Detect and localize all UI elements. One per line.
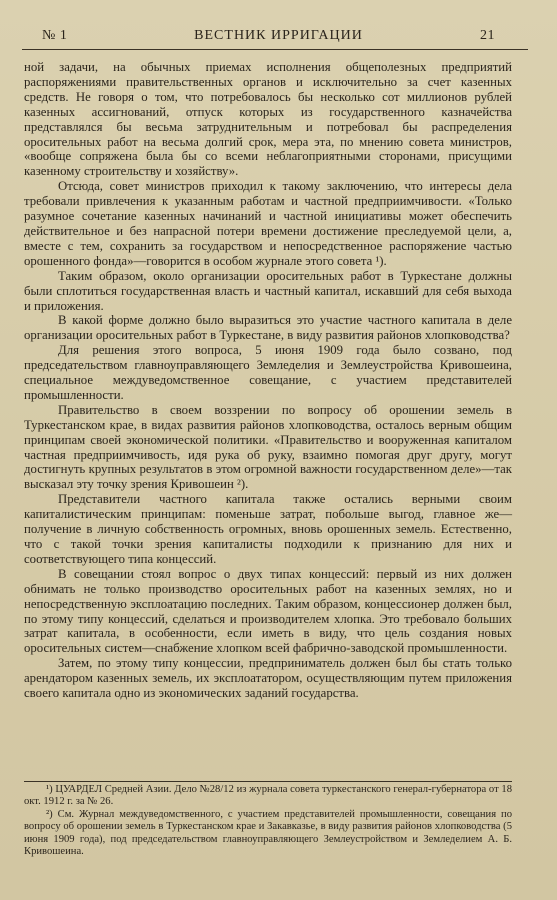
issue-number: № 1 (42, 28, 68, 43)
paragraph: Таким образом, около организации оросительных работ в Туркестане должны были сплотиться государственная власть и частный капитал, искавший для себя выхода и приложения. (24, 268, 512, 313)
paragraph: Для решения этого вопроса, 5 июня 1909 года было созвано, под председательством главноуправляющего Земледелия и Землеустройства Кривошеина, специальное междуведомственное совещание, с участием представителей промышленности. (24, 343, 512, 402)
page-number: 21 (480, 28, 495, 43)
journal-title: ВЕСТНИК ИРРИГАЦИИ (194, 28, 363, 43)
paragraph: Правительство в своем воззрении по вопросу об орошении земель в Туркестанском крае, в видах развития районов хлопководства, осталось верным общим принципам своей экономической политики. «Правительство и вооруженная капиталом частная предприимчивость, идя рука об руку, взаимно помогая друг другу, могут достигнуть крупных результатов в этом огромной важности государственном деле»—так высказал эту точку зрения Кривошеин ²). (24, 402, 512, 492)
paragraph: Представители частного капитала также остались верными своим капиталистическим принципам: поменьше затрат, побольше выгод, главное же—получение в личную собственность огромных, вновь орошенных земель. Естественно, что с такой точки зрения капиталисты подходили к признанию для них и соответствующего типа концессий. (24, 492, 512, 566)
footnote: ¹) ЦУАРДЕЛ Средней Азии. Дело №28/12 из журнала совета туркестанского генерал-губернатора от 18 окт. 1912 г. за № 26. (24, 784, 512, 808)
paragraph: В какой форме должно было выразиться это участие частного капитала в деле организации оросительных работ в Туркестане, в виду развития районов хлопководства? (24, 313, 512, 343)
footnotes (24, 784, 512, 858)
paragraph: ной задачи, на обычных приемах исполнения общеполезных предприятий распоряжениями правительственных органов и исключительно за счет казенных средств. Не говоря о том, что потребовалось бы несколько сот миллионов рублей казенных ассигнований, отпуск которых из государственного казначейства представлялся бы весьма затруднительным и потребовал бы распределения оросительных работ на весьма долгий срок, мера эта, по мнению совета министров, «вообще сопряжена была бы со всеми неблагоприятными сторонами, присущими казенному строительству и хозяйству». (24, 60, 512, 179)
paragraph: Отсюда, совет министров приходил к такому заключению, что интересы дела требовали привлечения к указанным работам и частной предприимчивости. «Только разумное сочетание казенных начинаний и частной инициативы может обеспечить действительное и без напрасной потери времени достижение преследуемой цели, а, вместе с тем, сохранить за государством и непосредственное распоряжение частью орошенного фонда»—говорится в особом журнале этого совета ¹). (24, 179, 512, 268)
paragraph: Затем, по этому типу концессии, предприниматель должен был бы стать только арендатором казенных земель, их эксплоататором, осуществляющим путем приложения своего капитала одно из экономических заданий государства. (24, 656, 512, 701)
paragraph: В совещании стоял вопрос о двух типах концессий: первый из них должен обнимать не только производство оросительных работ на казенных землях, но и непосредственную эксплоатацию последних. Таким образом, концессионер должен был, по этому типу концессий, сделаться и производителем хлопка. Это требовало больших затрат капитала, в особенности, если иметь в виду, что цель создания новых оросительных систем—снабжение хлопком всей фабрично-заводской промышленности. (24, 566, 512, 656)
footnote-rule (24, 781, 512, 782)
header-rule (22, 49, 528, 50)
footnote: ²) См. Журнал междуведомственного, с участием представителей промышленности, совещания по вопросу об орошении земель в Туркестанском крае и Закавказье, в виду развития районов хлопководства (5 июня 1909 года), под председательством главноуправляющего Землеустройством и Земледелием А. Б. Кривошеина. (24, 808, 512, 858)
article-body (24, 60, 512, 701)
running-header (0, 27, 557, 47)
